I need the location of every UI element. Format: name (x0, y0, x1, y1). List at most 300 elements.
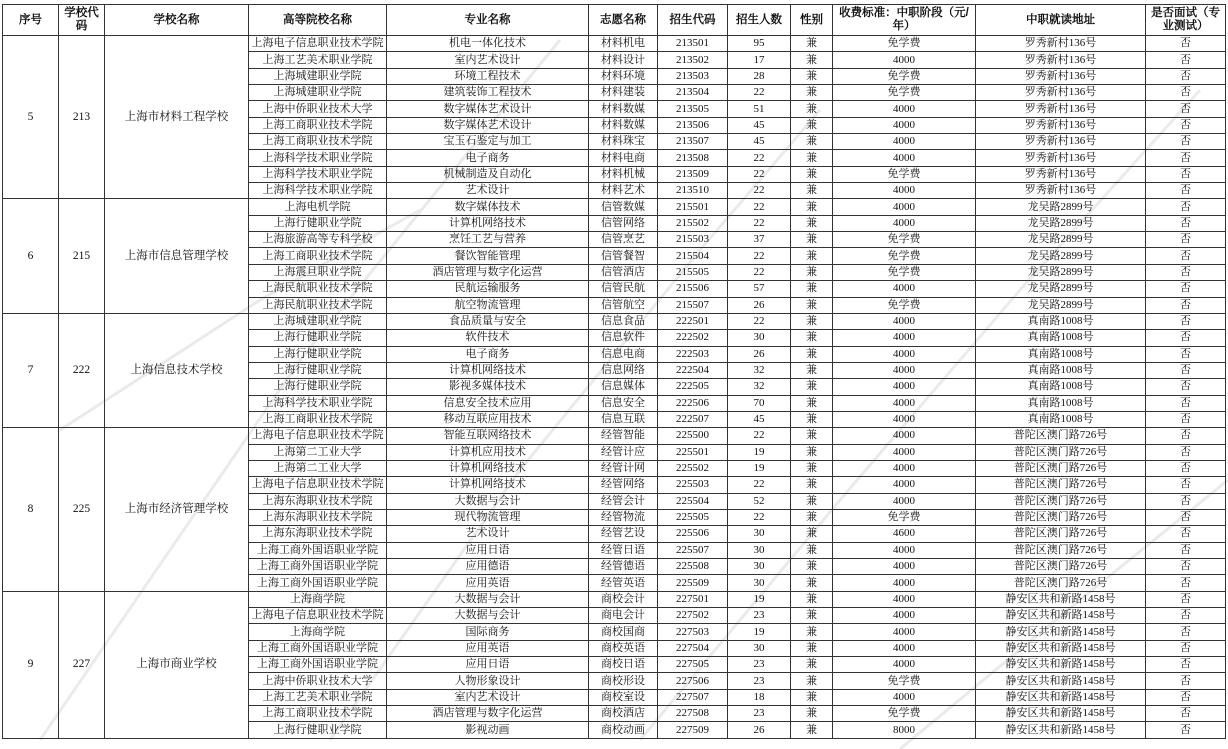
cell-interview: 否 (1146, 134, 1226, 150)
cell-enroll-code: 215505 (658, 264, 728, 280)
header-fee: 收费标准：中职阶段（元/年） (833, 5, 976, 36)
group-school-name: 上海信息技术学校 (105, 313, 249, 427)
cell-fee: 免学费 (833, 68, 976, 84)
cell-address: 真南路1008号 (976, 346, 1146, 362)
cell-enroll-count: 28 (728, 68, 791, 84)
cell-enroll-code: 227502 (658, 608, 728, 624)
cell-wish: 信管航空 (589, 297, 658, 313)
cell-interview: 否 (1146, 591, 1226, 607)
cell-address: 罗秀新村136号 (976, 183, 1146, 199)
cell-enroll-code: 227504 (658, 640, 728, 656)
cell-enroll-count: 95 (728, 36, 791, 52)
cell-major: 软件技术 (387, 330, 589, 346)
cell-address: 静安区共和新路1458号 (976, 722, 1146, 738)
cell-enroll-code: 222503 (658, 346, 728, 362)
cell-enroll-code: 227503 (658, 624, 728, 640)
cell-address: 普陀区澳门路726号 (976, 559, 1146, 575)
cell-fee: 4000 (833, 640, 976, 656)
cell-interview: 否 (1146, 362, 1226, 378)
cell-fee: 4000 (833, 575, 976, 591)
header-gender: 性别 (791, 5, 833, 36)
cell-wish: 商校国商 (589, 624, 658, 640)
cell-address: 普陀区澳门路726号 (976, 542, 1146, 558)
cell-gender: 兼 (791, 313, 833, 329)
cell-interview: 否 (1146, 232, 1226, 248)
cell-wish: 信管酒店 (589, 264, 658, 280)
cell-gender: 兼 (791, 215, 833, 231)
enrollment-table-container (2, 4, 1226, 739)
cell-interview: 否 (1146, 542, 1226, 558)
cell-enroll-count: 45 (728, 117, 791, 133)
cell-wish: 材料珠宝 (589, 134, 658, 150)
cell-wish: 信息网络 (589, 362, 658, 378)
cell-address: 静安区共和新路1458号 (976, 657, 1146, 673)
cell-enroll-code: 215504 (658, 248, 728, 264)
cell-fee: 免学费 (833, 264, 976, 280)
cell-address: 罗秀新村136号 (976, 68, 1146, 84)
cell-fee: 4000 (833, 608, 976, 624)
cell-major: 数字媒体艺术设计 (387, 117, 589, 133)
cell-major: 应用日语 (387, 542, 589, 558)
cell-interview: 否 (1146, 85, 1226, 101)
group-seq: 9 (3, 591, 59, 738)
cell-wish: 商校英语 (589, 640, 658, 656)
cell-enroll-count: 30 (728, 640, 791, 656)
cell-college: 上海工商职业技术学院 (249, 411, 387, 427)
cell-enroll-code: 222502 (658, 330, 728, 346)
cell-gender: 兼 (791, 477, 833, 493)
cell-enroll-code: 213506 (658, 117, 728, 133)
cell-fee: 4000 (833, 346, 976, 362)
cell-enroll-count: 23 (728, 608, 791, 624)
cell-wish: 商校日语 (589, 657, 658, 673)
cell-enroll-code: 222505 (658, 379, 728, 395)
group-seq: 8 (3, 428, 59, 591)
cell-enroll-code: 227507 (658, 689, 728, 705)
cell-gender: 兼 (791, 297, 833, 313)
cell-interview: 否 (1146, 608, 1226, 624)
cell-college: 上海科学技术职业学院 (249, 150, 387, 166)
cell-gender: 兼 (791, 460, 833, 476)
cell-gender: 兼 (791, 493, 833, 509)
cell-major: 现代物流管理 (387, 509, 589, 525)
group-school-name: 上海市信息管理学校 (105, 199, 249, 313)
cell-gender: 兼 (791, 428, 833, 444)
group-school-code: 222 (59, 313, 105, 427)
cell-gender: 兼 (791, 444, 833, 460)
cell-college: 上海城建职业学院 (249, 85, 387, 101)
cell-wish: 信息媒体 (589, 379, 658, 395)
cell-gender: 兼 (791, 657, 833, 673)
cell-major: 应用德语 (387, 559, 589, 575)
cell-gender: 兼 (791, 330, 833, 346)
cell-major: 航空物流管理 (387, 297, 589, 313)
cell-major: 宝玉石鉴定与加工 (387, 134, 589, 150)
cell-enroll-count: 26 (728, 722, 791, 738)
cell-address: 龙吴路2899号 (976, 215, 1146, 231)
cell-college: 上海科学技术职业学院 (249, 166, 387, 182)
cell-enroll-code: 213508 (658, 150, 728, 166)
cell-college: 上海商学院 (249, 591, 387, 607)
cell-enroll-count: 30 (728, 575, 791, 591)
cell-enroll-count: 23 (728, 657, 791, 673)
cell-interview: 否 (1146, 444, 1226, 460)
cell-fee: 4000 (833, 199, 976, 215)
cell-fee: 4000 (833, 460, 976, 476)
cell-major: 餐饮智能管理 (387, 248, 589, 264)
cell-interview: 否 (1146, 199, 1226, 215)
cell-major: 计算机网络技术 (387, 477, 589, 493)
cell-major: 计算机网络技术 (387, 460, 589, 476)
cell-interview: 否 (1146, 722, 1226, 738)
cell-major: 艺术设计 (387, 183, 589, 199)
cell-enroll-code: 222506 (658, 395, 728, 411)
cell-wish: 经管艺设 (589, 526, 658, 542)
cell-wish: 经管计应 (589, 444, 658, 460)
cell-enroll-code: 213510 (658, 183, 728, 199)
cell-college: 上海行健职业学院 (249, 362, 387, 378)
cell-address: 真南路1008号 (976, 362, 1146, 378)
cell-address: 普陀区澳门路726号 (976, 444, 1146, 460)
cell-interview: 否 (1146, 706, 1226, 722)
cell-enroll-code: 215501 (658, 199, 728, 215)
cell-wish: 商校室设 (589, 689, 658, 705)
cell-major: 烹饪工艺与营养 (387, 232, 589, 248)
cell-enroll-count: 22 (728, 509, 791, 525)
cell-college: 上海城建职业学院 (249, 313, 387, 329)
cell-enroll-count: 70 (728, 395, 791, 411)
cell-interview: 否 (1146, 101, 1226, 117)
header-wish: 志愿名称 (589, 5, 658, 36)
cell-college: 上海行健职业学院 (249, 330, 387, 346)
cell-address: 静安区共和新路1458号 (976, 640, 1146, 656)
cell-fee: 免学费 (833, 248, 976, 264)
cell-major: 计算机应用技术 (387, 444, 589, 460)
cell-wish: 材料机电 (589, 36, 658, 52)
cell-interview: 否 (1146, 689, 1226, 705)
group-school-name: 上海市商业学校 (105, 591, 249, 738)
cell-gender: 兼 (791, 68, 833, 84)
cell-enroll-count: 23 (728, 673, 791, 689)
cell-fee: 4000 (833, 134, 976, 150)
cell-fee: 4000 (833, 281, 976, 297)
cell-wish: 信管数媒 (589, 199, 658, 215)
cell-enroll-count: 26 (728, 297, 791, 313)
cell-gender: 兼 (791, 150, 833, 166)
table-row (3, 591, 1226, 607)
cell-college: 上海工商职业技术学院 (249, 117, 387, 133)
cell-wish: 材料建装 (589, 85, 658, 101)
cell-enroll-count: 45 (728, 411, 791, 427)
cell-address: 罗秀新村136号 (976, 117, 1146, 133)
cell-address: 静安区共和新路1458号 (976, 624, 1146, 640)
cell-major: 信息安全技术应用 (387, 395, 589, 411)
cell-enroll-code: 213501 (658, 36, 728, 52)
cell-major: 大数据与会计 (387, 591, 589, 607)
group-school-code: 215 (59, 199, 105, 313)
cell-interview: 否 (1146, 297, 1226, 313)
cell-college: 上海东海职业技术学院 (249, 526, 387, 542)
cell-interview: 否 (1146, 150, 1226, 166)
cell-major: 民航运输服务 (387, 281, 589, 297)
cell-enroll-count: 52 (728, 493, 791, 509)
cell-enroll-count: 30 (728, 542, 791, 558)
cell-enroll-code: 225505 (658, 509, 728, 525)
cell-enroll-count: 22 (728, 199, 791, 215)
cell-college: 上海城建职业学院 (249, 68, 387, 84)
cell-fee: 4000 (833, 362, 976, 378)
cell-enroll-code: 227506 (658, 673, 728, 689)
cell-wish: 信息安全 (589, 395, 658, 411)
cell-wish: 商电会计 (589, 608, 658, 624)
cell-major: 艺术设计 (387, 526, 589, 542)
cell-interview: 否 (1146, 493, 1226, 509)
cell-enroll-count: 19 (728, 444, 791, 460)
cell-college: 上海工商外国语职业学院 (249, 640, 387, 656)
cell-interview: 否 (1146, 313, 1226, 329)
cell-major: 电子商务 (387, 150, 589, 166)
cell-major: 应用英语 (387, 640, 589, 656)
group-seq: 5 (3, 36, 59, 199)
cell-fee: 4000 (833, 101, 976, 117)
cell-enroll-code: 225502 (658, 460, 728, 476)
cell-wish: 经管英语 (589, 575, 658, 591)
table-row (3, 428, 1226, 444)
cell-interview: 否 (1146, 248, 1226, 264)
cell-fee: 免学费 (833, 673, 976, 689)
cell-fee: 4000 (833, 313, 976, 329)
cell-gender: 兼 (791, 673, 833, 689)
cell-wish: 经管网络 (589, 477, 658, 493)
cell-address: 静安区共和新路1458号 (976, 673, 1146, 689)
cell-enroll-count: 19 (728, 460, 791, 476)
cell-fee: 免学费 (833, 232, 976, 248)
cell-fee: 8000 (833, 722, 976, 738)
cell-interview: 否 (1146, 428, 1226, 444)
group-school-name: 上海市经济管理学校 (105, 428, 249, 591)
cell-enroll-code: 225507 (658, 542, 728, 558)
cell-fee: 4000 (833, 477, 976, 493)
cell-address: 龙吴路2899号 (976, 232, 1146, 248)
cell-gender: 兼 (791, 248, 833, 264)
cell-fee: 4000 (833, 379, 976, 395)
cell-gender: 兼 (791, 706, 833, 722)
cell-gender: 兼 (791, 624, 833, 640)
cell-college: 上海行健职业学院 (249, 379, 387, 395)
cell-college: 上海行健职业学院 (249, 722, 387, 738)
cell-wish: 信管烹艺 (589, 232, 658, 248)
cell-enroll-code: 213502 (658, 52, 728, 68)
cell-enroll-code: 215502 (658, 215, 728, 231)
cell-major: 移动互联应用技术 (387, 411, 589, 427)
header-row (3, 5, 1226, 36)
cell-address: 龙吴路2899号 (976, 281, 1146, 297)
group-school-code: 227 (59, 591, 105, 738)
cell-enroll-code: 227508 (658, 706, 728, 722)
cell-college: 上海电子信息职业技术学院 (249, 608, 387, 624)
cell-address: 普陀区澳门路726号 (976, 526, 1146, 542)
cell-college: 上海工艺美术职业学院 (249, 689, 387, 705)
cell-gender: 兼 (791, 575, 833, 591)
header-interview: 是否面试（专业测试） (1146, 5, 1226, 36)
cell-fee: 免学费 (833, 297, 976, 313)
cell-college: 上海行健职业学院 (249, 215, 387, 231)
cell-gender: 兼 (791, 411, 833, 427)
cell-college: 上海工商外国语职业学院 (249, 575, 387, 591)
cell-major: 电子商务 (387, 346, 589, 362)
cell-college: 上海科学技术职业学院 (249, 395, 387, 411)
cell-fee: 4000 (833, 183, 976, 199)
enrollment-table (2, 4, 1226, 739)
header-school-code: 学校代码 (59, 5, 105, 36)
cell-college: 上海工商外国语职业学院 (249, 542, 387, 558)
cell-major: 智能互联网络技术 (387, 428, 589, 444)
cell-gender: 兼 (791, 689, 833, 705)
cell-major: 食品质量与安全 (387, 313, 589, 329)
cell-enroll-count: 22 (728, 264, 791, 280)
cell-major: 国际商务 (387, 624, 589, 640)
cell-gender: 兼 (791, 134, 833, 150)
cell-major: 建筑装饰工程技术 (387, 85, 589, 101)
cell-enroll-code: 213504 (658, 85, 728, 101)
cell-college: 上海震旦职业学院 (249, 264, 387, 280)
cell-interview: 否 (1146, 460, 1226, 476)
cell-enroll-count: 22 (728, 183, 791, 199)
cell-interview: 否 (1146, 52, 1226, 68)
cell-enroll-code: 225506 (658, 526, 728, 542)
cell-gender: 兼 (791, 640, 833, 656)
cell-interview: 否 (1146, 411, 1226, 427)
cell-college: 上海工商职业技术学院 (249, 248, 387, 264)
group-seq: 7 (3, 313, 59, 427)
cell-gender: 兼 (791, 232, 833, 248)
header-seq: 序号 (3, 5, 59, 36)
cell-college: 上海第二工业大学 (249, 444, 387, 460)
cell-gender: 兼 (791, 559, 833, 575)
cell-interview: 否 (1146, 330, 1226, 346)
cell-major: 人物形象设计 (387, 673, 589, 689)
header-enroll-count: 招生人数 (728, 5, 791, 36)
cell-gender: 兼 (791, 52, 833, 68)
header-address: 中职就读地址 (976, 5, 1146, 36)
cell-address: 罗秀新村136号 (976, 150, 1146, 166)
cell-enroll-count: 51 (728, 101, 791, 117)
cell-wish: 经管日语 (589, 542, 658, 558)
cell-enroll-count: 22 (728, 85, 791, 101)
cell-gender: 兼 (791, 117, 833, 133)
cell-major: 应用日语 (387, 657, 589, 673)
cell-address: 真南路1008号 (976, 379, 1146, 395)
cell-fee: 免学费 (833, 509, 976, 525)
cell-major: 应用英语 (387, 575, 589, 591)
cell-fee: 免学费 (833, 166, 976, 182)
cell-interview: 否 (1146, 575, 1226, 591)
cell-major: 室内艺术设计 (387, 689, 589, 705)
cell-gender: 兼 (791, 264, 833, 280)
cell-wish: 商校酒店 (589, 706, 658, 722)
cell-wish: 信管民航 (589, 281, 658, 297)
cell-major: 影视动画 (387, 722, 589, 738)
cell-college: 上海电机学院 (249, 199, 387, 215)
cell-college: 上海民航职业技术学院 (249, 297, 387, 313)
cell-college: 上海科学技术职业学院 (249, 183, 387, 199)
cell-enroll-count: 32 (728, 379, 791, 395)
cell-fee: 4000 (833, 624, 976, 640)
cell-college: 上海电子信息职业技术学院 (249, 36, 387, 52)
cell-interview: 否 (1146, 183, 1226, 199)
cell-interview: 否 (1146, 509, 1226, 525)
cell-enroll-count: 37 (728, 232, 791, 248)
cell-enroll-count: 22 (728, 215, 791, 231)
cell-wish: 经管计网 (589, 460, 658, 476)
header-major: 专业名称 (387, 5, 589, 36)
cell-wish: 信息食品 (589, 313, 658, 329)
cell-wish: 信管餐智 (589, 248, 658, 264)
cell-address: 罗秀新村136号 (976, 101, 1146, 117)
cell-address: 龙吴路2899号 (976, 199, 1146, 215)
cell-wish: 材料艺术 (589, 183, 658, 199)
cell-enroll-code: 227509 (658, 722, 728, 738)
cell-enroll-count: 18 (728, 689, 791, 705)
cell-college: 上海商学院 (249, 624, 387, 640)
cell-address: 罗秀新村136号 (976, 134, 1146, 150)
cell-fee: 4000 (833, 330, 976, 346)
cell-address: 静安区共和新路1458号 (976, 608, 1146, 624)
cell-fee: 4000 (833, 395, 976, 411)
header-school-name: 学校名称 (105, 5, 249, 36)
cell-college: 上海工商外国语职业学院 (249, 657, 387, 673)
cell-enroll-code: 215506 (658, 281, 728, 297)
group-school-name: 上海市材料工程学校 (105, 36, 249, 199)
group-school-code: 213 (59, 36, 105, 199)
cell-address: 静安区共和新路1458号 (976, 689, 1146, 705)
cell-fee: 4000 (833, 444, 976, 460)
cell-fee: 4000 (833, 117, 976, 133)
cell-major: 影视多媒体技术 (387, 379, 589, 395)
cell-enroll-code: 213503 (658, 68, 728, 84)
cell-college: 上海电子信息职业技术学院 (249, 477, 387, 493)
cell-major: 计算机网络技术 (387, 362, 589, 378)
cell-enroll-count: 57 (728, 281, 791, 297)
cell-enroll-count: 22 (728, 477, 791, 493)
cell-fee: 4000 (833, 150, 976, 166)
cell-major: 机电一体化技术 (387, 36, 589, 52)
header-enroll-code: 招生代码 (658, 5, 728, 36)
cell-wish: 商校形设 (589, 673, 658, 689)
cell-gender: 兼 (791, 85, 833, 101)
cell-college: 上海行健职业学院 (249, 346, 387, 362)
cell-gender: 兼 (791, 166, 833, 182)
cell-address: 罗秀新村136号 (976, 85, 1146, 101)
cell-gender: 兼 (791, 395, 833, 411)
cell-fee: 4000 (833, 215, 976, 231)
cell-interview: 否 (1146, 36, 1226, 52)
cell-gender: 兼 (791, 36, 833, 52)
cell-interview: 否 (1146, 395, 1226, 411)
cell-fee: 4000 (833, 542, 976, 558)
cell-enroll-count: 30 (728, 330, 791, 346)
cell-wish: 材料机械 (589, 166, 658, 182)
cell-enroll-code: 213509 (658, 166, 728, 182)
cell-gender: 兼 (791, 346, 833, 362)
cell-enroll-count: 19 (728, 624, 791, 640)
cell-address: 普陀区澳门路726号 (976, 509, 1146, 525)
cell-college: 上海民航职业技术学院 (249, 281, 387, 297)
cell-interview: 否 (1146, 477, 1226, 493)
cell-gender: 兼 (791, 183, 833, 199)
group-seq: 6 (3, 199, 59, 313)
cell-major: 大数据与会计 (387, 608, 589, 624)
